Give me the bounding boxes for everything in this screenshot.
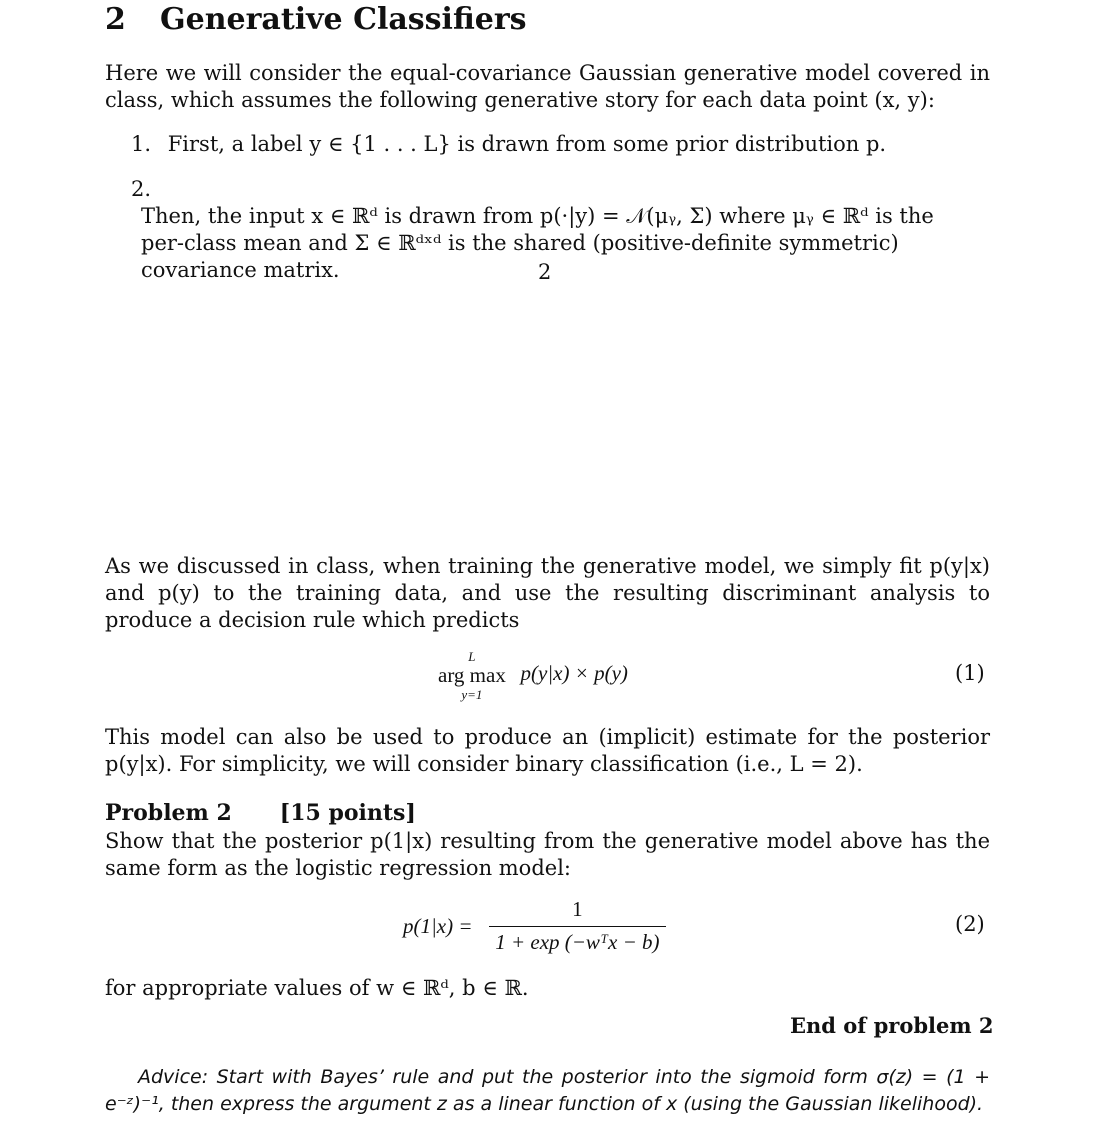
posterior-paragraph: This model can also be used to produce an (implicit) estimate for the posterior p(y|x). For simplicity, we will consider binary classification (i.e., L = 2). — [105, 725, 990, 776]
logistic-lhs: p(1|x) = — [403, 913, 473, 938]
problem-label: Problem 2 — [105, 800, 232, 826]
argmax-body: p(y|x) × p(y) — [520, 661, 628, 685]
end-of-problem-label: End of problem 2 — [790, 1013, 994, 1038]
intro-paragraph: Here we will consider the equal-covariance Gaussian generative model covered in class, which assumes the following generative story for each data point (x, y): — [105, 61, 990, 112]
equation-argmax — [438, 650, 628, 702]
problem-points: [15 points] — [279, 800, 416, 826]
list-item-text: Then, the input x ∈ ℝᵈ is drawn from p(·|y) = 𝒩(μᵧ, Σ) where μᵧ ∈ ℝᵈ is the per-class mean and Σ ∈ ℝᵈˣᵈ is the shared (positive-definite symmetric) covariance matrix. — [141, 204, 934, 282]
advice-text: Advice: Start with Bayes’ rule and put the posterior into the sigmoid form σ(z) = (1 + e⁻ᶻ)⁻¹, then express the argument z as a linear function of x (using the Gaussian likelihood). — [105, 1066, 990, 1115]
equation-number-1: (1) — [955, 661, 985, 685]
values-paragraph: for appropriate values of w ∈ ℝᵈ, b ∈ ℝ. — [105, 976, 529, 1000]
list-item — [131, 131, 886, 158]
argmax-upper-limit: L — [468, 649, 476, 664]
page-number: 2 — [538, 260, 552, 284]
list-marker: 1. — [131, 132, 152, 156]
equation-number-2: (2) — [955, 912, 985, 936]
argmax-operator — [438, 650, 506, 702]
equation-logistic — [403, 897, 666, 955]
problem-statement: Show that the posterior p(1|x) resulting from the generative model above has the same form as the logistic regression model: — [105, 829, 990, 880]
section-number: 2 — [105, 2, 126, 37]
advice-paragraph — [105, 1064, 990, 1118]
logistic-fraction — [489, 897, 665, 955]
discussion-paragraph: As we discussed in class, when training the generative model, we simply fit p(y|x) and p(y) to the training data, and use the resulting discriminant analysis to produce a decision rule which predicts — [105, 554, 990, 632]
list-item-text: First, a label y ∈ {1 . . . L} is drawn from some prior distribution p. — [167, 132, 887, 156]
problem-heading — [105, 800, 416, 826]
fraction-numerator: 1 — [572, 897, 583, 921]
section-title: Generative Classifiers — [160, 2, 527, 37]
argmax-label: arg max — [438, 663, 506, 687]
list-marker: 2. — [131, 177, 152, 201]
list-item — [131, 176, 991, 284]
fraction-denominator: 1 + exp (−wᵀx − b) — [489, 926, 665, 955]
argmax-lower-limit: y=1 — [461, 687, 483, 702]
